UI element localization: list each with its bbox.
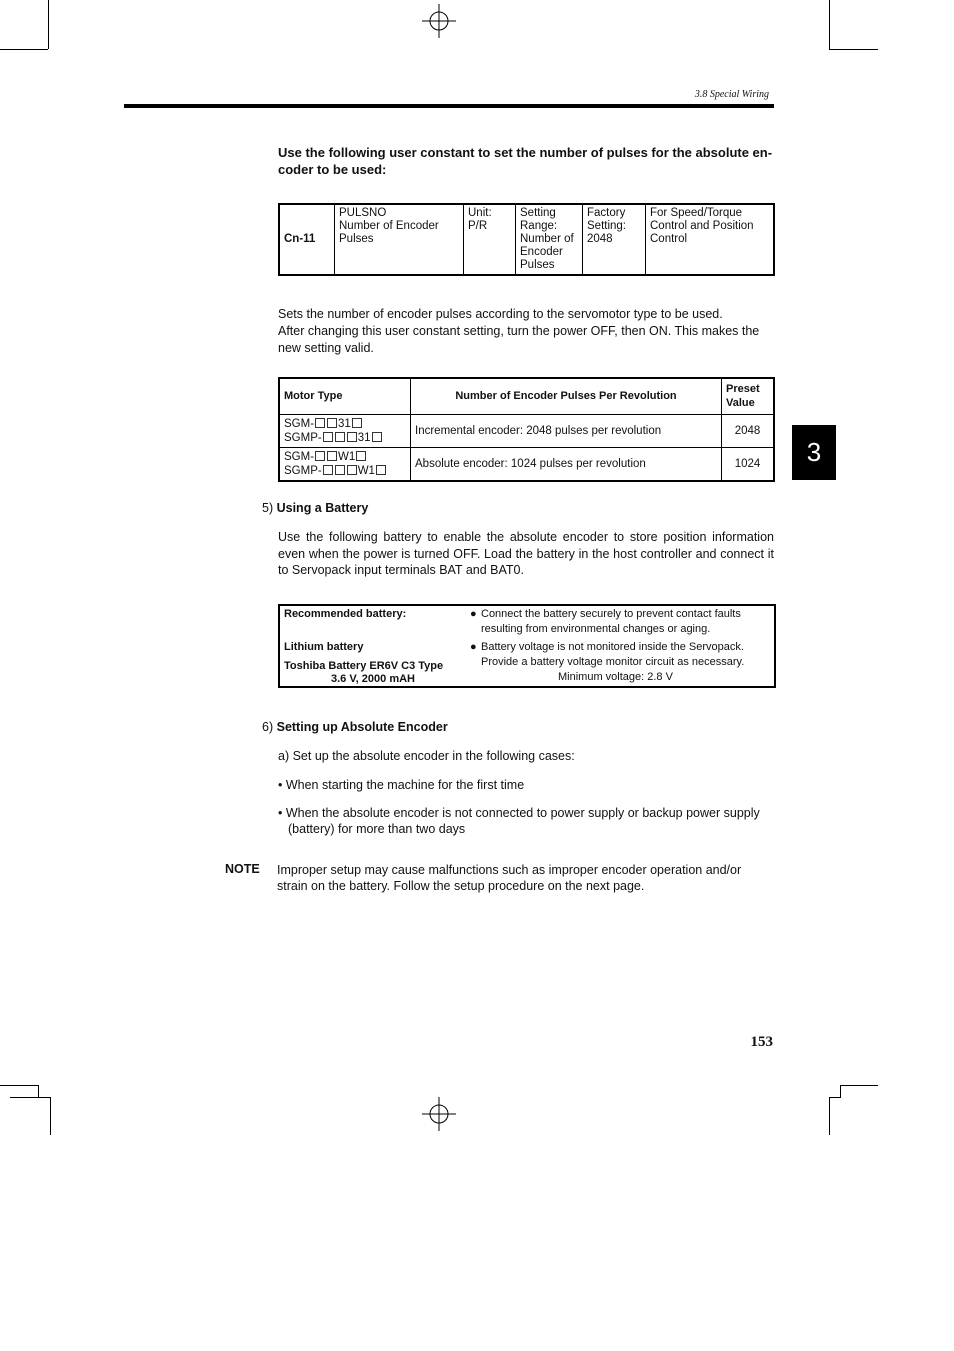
battery-model: Toshiba Battery ER6V C3 Type xyxy=(284,660,444,672)
constant-range-line: Range: xyxy=(520,220,558,232)
preset-header: Preset Value xyxy=(722,378,775,414)
constant-name xyxy=(335,204,464,275)
constant-applies xyxy=(646,204,775,275)
section5-body: Use the following battery to enable the absolute encoder to store position information even when the power is turned OFF. Load the battery in the host controller and connect it to Servopack input terminals BAT and BAT0. xyxy=(278,530,774,577)
note-text: strain on the battery. Follow the setup procedure on the next page. xyxy=(277,879,645,893)
motor-model-cell xyxy=(279,414,411,447)
table-row xyxy=(279,447,774,481)
crop-mark xyxy=(50,1097,51,1135)
crop-mark xyxy=(48,0,49,49)
section-number: 6) xyxy=(262,720,274,734)
crop-mark xyxy=(829,1097,830,1135)
crop-mark xyxy=(38,1085,39,1097)
chapter-tab: 3 xyxy=(792,425,836,480)
bullet-icon: ● xyxy=(470,608,477,620)
constant-applies-line: Control and Position xyxy=(650,220,754,232)
recommended-label: Recommended battery: xyxy=(284,608,407,620)
pulses-header: Number of Encoder Pulses Per Revolution xyxy=(411,378,722,414)
crop-mark xyxy=(840,1085,841,1097)
constant-range-line: Number of xyxy=(520,233,574,245)
bullet-icon: ● xyxy=(470,641,477,653)
constant-unit-line: P/R xyxy=(468,220,488,232)
battery-note-line: resulting from environmental changes or aging. xyxy=(481,623,711,635)
motor-type-header: Motor Type xyxy=(279,378,411,414)
constant-range-line: Pulses xyxy=(520,259,555,271)
preset-value: 1024 xyxy=(722,447,775,481)
crop-mark xyxy=(10,1097,50,1098)
constant-range-line: Setting xyxy=(520,207,556,219)
battery-box xyxy=(278,604,776,688)
motor-table xyxy=(278,377,775,482)
preset-value: 2048 xyxy=(722,414,775,447)
battery-type: Lithium battery xyxy=(284,641,364,653)
encoder-desc: Absolute encoder: 1024 pulses per revolution xyxy=(411,447,722,481)
constant-applies-line: For Speed/Torque xyxy=(650,207,743,219)
section-header: 3.8 Special Wiring xyxy=(694,89,769,100)
model-suffix: W1 xyxy=(357,464,375,477)
model-prefix: SGM- xyxy=(284,417,315,430)
section6-item-a: a) Set up the absolute encoder in the following cases: xyxy=(278,749,575,763)
crop-mark xyxy=(840,1085,878,1086)
section6-bullet: • When the absolute encoder is not connected to power supply or backup power supply xyxy=(278,806,760,820)
constant-unit xyxy=(464,204,516,275)
constant-factory xyxy=(583,204,646,275)
section6-bullet-cont: (battery) for more than two days xyxy=(288,822,466,836)
header-rule xyxy=(124,104,774,108)
constant-applies-line: Control xyxy=(650,233,688,245)
constant-factory-line: Factory xyxy=(587,207,626,219)
note-label: NOTE xyxy=(225,862,260,876)
constant-unit-line: Unit: xyxy=(468,207,492,219)
model-suffix: 31 xyxy=(357,431,371,444)
crop-mark xyxy=(829,0,830,49)
model-prefix: SGM- xyxy=(284,450,315,463)
motor-model-cell xyxy=(279,447,411,481)
description-line: After changing this user constant setting, turn the power OFF, then ON. This makes the new setting valid. xyxy=(278,324,760,355)
page-number: 153 xyxy=(750,1034,773,1050)
battery-note-line: Battery voltage is not monitored inside the Servopack. xyxy=(481,641,744,653)
section-title: Using a Battery xyxy=(276,501,369,515)
crop-mark xyxy=(829,1097,841,1098)
constant-table xyxy=(278,203,775,276)
section5-heading xyxy=(262,501,368,515)
crop-mark xyxy=(829,49,878,50)
constant-factory-line: 2048 xyxy=(587,233,613,245)
section-title: Setting up Absolute Encoder xyxy=(276,720,448,734)
intro-text: Use the following user constant to set the number of pulses for the absolute en-coder to be used: xyxy=(278,145,773,177)
table-row xyxy=(279,414,774,447)
section-number: 5) xyxy=(262,501,274,515)
note-text: Improper setup may cause malfunctions such as improper encoder operation and/or xyxy=(277,863,742,877)
battery-rating: 3.6 V, 2000 mAH xyxy=(331,673,415,685)
model-suffix: W1 xyxy=(338,450,356,463)
constant-range xyxy=(516,204,583,275)
model-suffix: 31 xyxy=(338,417,351,430)
constant-name-line: Number of Encoder xyxy=(339,220,439,232)
constant-name-line: PULSNO xyxy=(339,207,387,219)
registration-mark-icon xyxy=(422,4,456,38)
encoder-desc: Incremental encoder: 2048 pulses per revolution xyxy=(411,414,722,447)
battery-note-line: Provide a battery voltage monitor circuit as necessary. xyxy=(481,656,745,668)
battery-note-line: Minimum voltage: 2.8 V xyxy=(558,671,673,683)
crop-mark xyxy=(0,49,48,50)
constant-name-line: Pulses xyxy=(339,233,374,245)
description-line: Sets the number of encoder pulses according to the servomotor type to be used. xyxy=(278,307,723,321)
constant-factory-line: Setting: xyxy=(587,220,626,232)
model-prefix: SGMP- xyxy=(284,431,322,444)
section6-bullet: • When starting the machine for the first time xyxy=(278,778,525,792)
battery-note-line: Connect the battery securely to prevent contact faults xyxy=(481,608,741,620)
constant-code: Cn-11 xyxy=(279,204,335,275)
crop-mark xyxy=(0,1085,38,1086)
registration-mark-icon xyxy=(422,1097,456,1131)
constant-range-line: Encoder xyxy=(520,246,563,258)
section6-heading xyxy=(262,720,448,734)
model-prefix: SGMP- xyxy=(284,464,322,477)
